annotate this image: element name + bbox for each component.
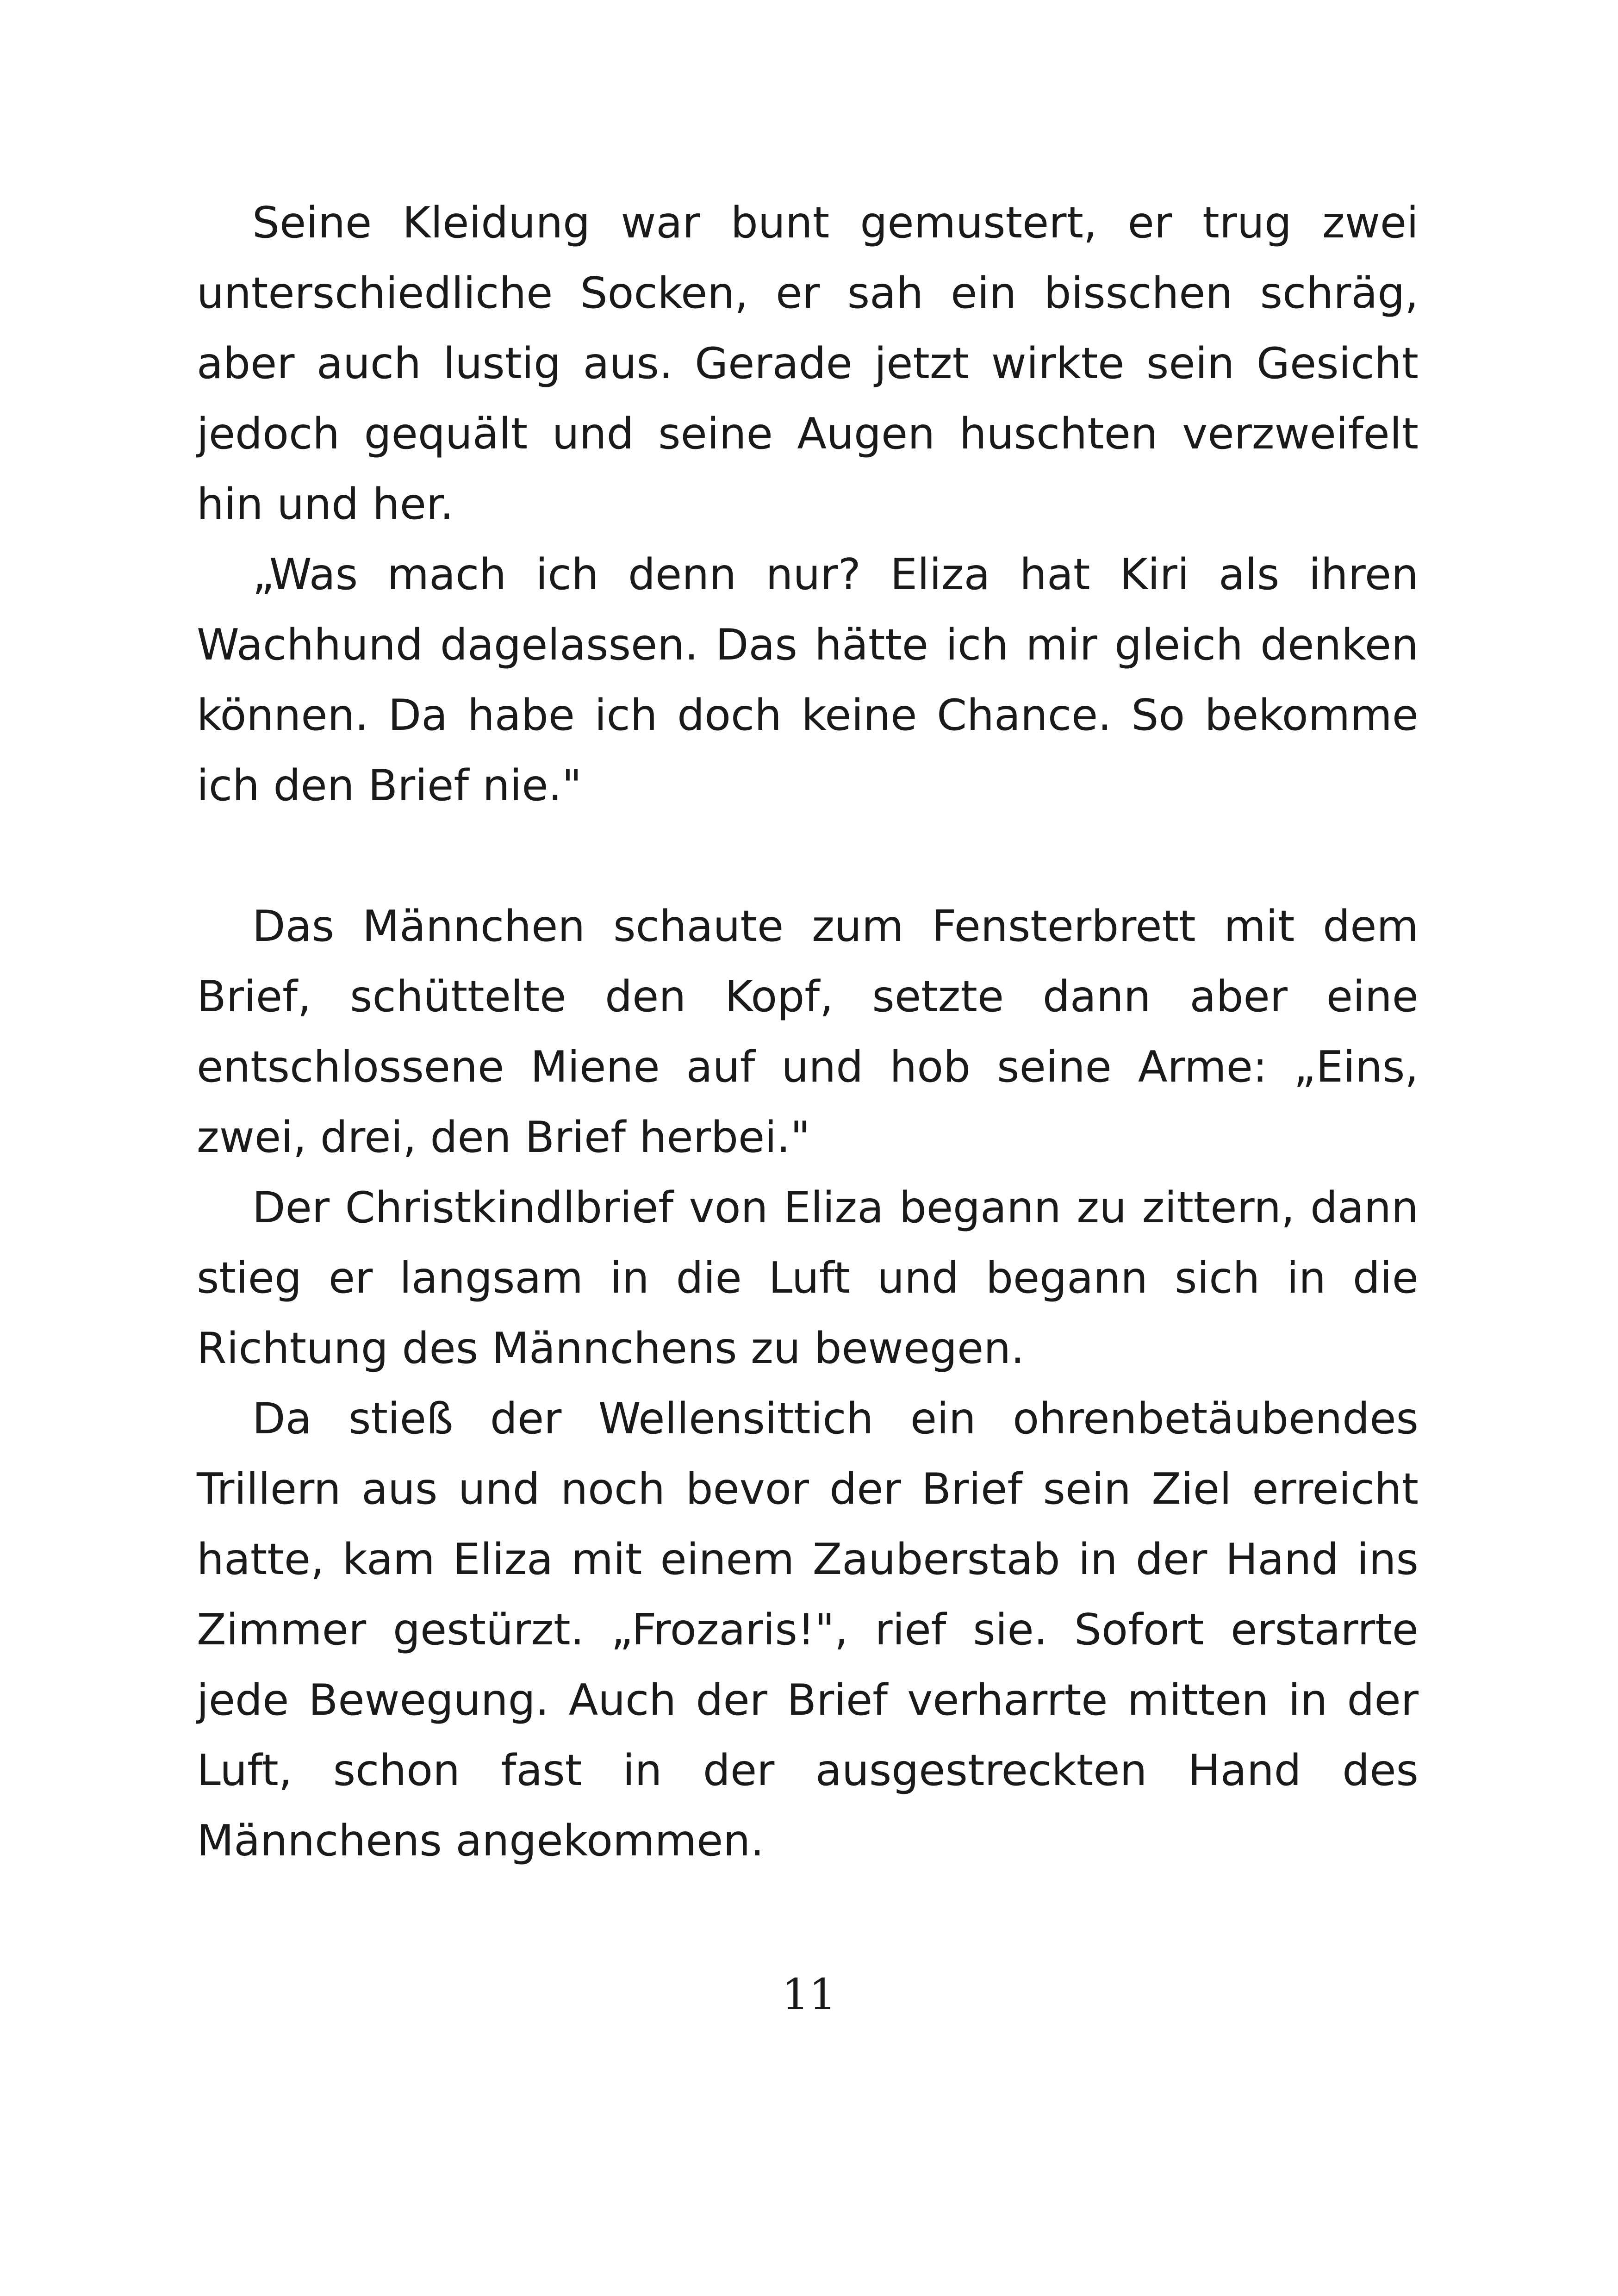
body-text: [197, 187, 1419, 1876]
paragraph-3: Das Männchen schaute zum Fensterbrett mit dem Brief, schüttelte den Kopf, setzte dann aber eine entschlossene Miene auf und hob seine Arme: „Eins, zwei, drei, den Brief herbei.": [197, 901, 1419, 1162]
paragraph-1: Seine Kleidung war bunt gemustert, er trug zwei unterschiedliche Socken, er sah ein bisschen schräg, aber auch lustig aus. Gerade jetzt wirkte sein Gesicht jedoch gequält und seine Augen huschten verzweifelt hin und her.: [197, 198, 1419, 529]
page-number: 11: [782, 1970, 836, 2019]
paragraph-4: Der Christkindlbrief von Eliza begann zu zittern, dann stieg er langsam in die Luft und begann sich in die Richtung des Männchens zu bewegen.: [197, 1182, 1419, 1373]
paragraph-2: „Was mach ich denn nur? Eliza hat Kiri als ihren Wachhund dagelassen. Das hätte ich mir gleich denken können. Da habe ich doch keine Chance. So bekomme ich den Brief nie.": [197, 549, 1419, 810]
paragraph-5: Da stieß der Wellensittich ein ohrenbetäubendes Trillern aus und noch bevor der Brief sein Ziel erreicht hatte, kam Eliza mit einem Zauberstab in der Hand ins Zimmer gestürzt. „Frozaris!", rief sie. Sofort erstarrte jede Bewegung. Auch der Brief verharrte mitten in der Luft, schon fast in der ausgestreckten Hand des Männchens angekommen.: [197, 1394, 1419, 1866]
